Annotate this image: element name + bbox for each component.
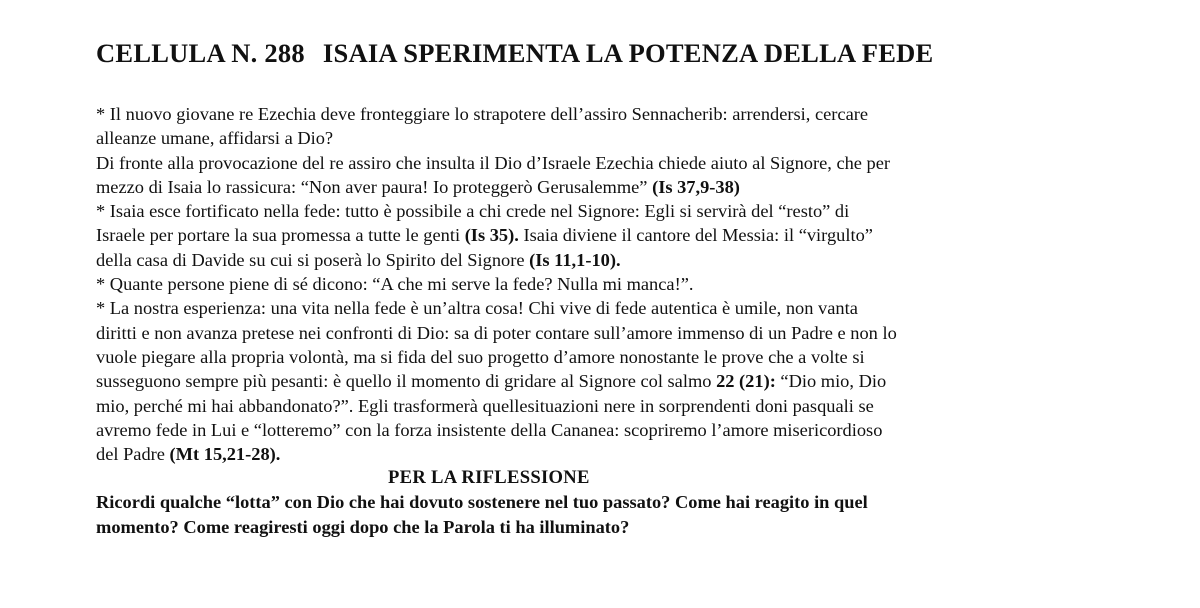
text-segment: avremo fede in Lui e “lotteremo” con la forza insistente della Cananea: scopriremo l’amore misericordioso <box>96 419 883 440</box>
text-segment: mio, perché mi hai abbandonato?”. Egli trasformerà quellesituazioni nere in sorprendenti doni pasquali se <box>96 395 874 416</box>
text-line <box>96 369 1096 393</box>
page-title <box>96 38 1096 68</box>
text-segment: * Isaia esce fortificato nella fede: tutto è possibile a chi crede nel Signore: Egli si servirà del “resto” di <box>96 201 850 222</box>
text-line <box>96 248 1096 272</box>
bible-reference: (Mt 15,21-28). <box>169 444 281 465</box>
text-segment: mezzo di Isaia lo rassicura: “Non aver paura! Io proteggerò Gerusalemme” <box>96 176 653 197</box>
reflection-line: Ricordi qualche “lotta” con Dio che hai dovuto sostenere nel tuo passato? Come hai reagito in quel <box>96 492 868 513</box>
text-segment: Israele per portare la sua promessa a tutte le genti <box>96 225 465 246</box>
reflection-section <box>96 466 1096 539</box>
document-page <box>96 38 1096 539</box>
reflection-heading: PER LA RIFLESSIONE <box>388 467 590 489</box>
paragraph <box>96 151 1096 200</box>
text-line <box>96 394 1096 418</box>
text-line <box>96 321 1096 345</box>
paragraph <box>96 199 1096 272</box>
bible-reference: 22 (21): <box>716 371 776 392</box>
text-line <box>96 175 1096 199</box>
text-segment: Di fronte alla provocazione del re assiro che insulta il Dio d’Israele Ezechia chiede aiuto al Signore, che per <box>96 152 891 173</box>
text-line <box>96 272 1096 296</box>
text-segment: alleanze umane, affidarsi a Dio? <box>96 128 334 149</box>
text-line <box>96 223 1096 247</box>
reflection-question <box>96 490 1096 539</box>
bible-reference: (Is 35). <box>464 225 519 246</box>
text-segment: Isaia diviene il cantore del Messia: il “virgulto” <box>518 225 873 246</box>
reflection-line: momento? Come reagiresti oggi dopo che la Parola ti ha illuminato? <box>96 516 630 537</box>
text-segment: della casa di Davide su cui si poserà lo Spirito del Signore <box>96 249 530 270</box>
cell-title: ISAIA SPERIMENTA LA POTENZA DELLA FEDE <box>322 38 934 68</box>
text-line <box>96 296 1096 320</box>
text-line <box>96 418 1096 442</box>
text-segment: * Quante persone piene di sé dicono: “A che mi serve la fede? Nulla mi manca!”. <box>96 274 694 295</box>
text-segment: * La nostra esperienza: una vita nella fede è un’altra cosa! Chi vive di fede autentica è umile, non vanta <box>96 298 858 319</box>
text-line <box>96 151 1096 175</box>
body-text <box>96 102 1096 466</box>
text-line <box>96 102 1096 126</box>
text-segment: * Il nuovo giovane re Ezechia deve fronteggiare lo strapotere dell’assiro Sennacherib: arrendersi, cercare <box>96 104 869 124</box>
text-segment: vuole piegare alla propria volontà, ma si fida del suo progetto d’amore nonostante le prove che a volte si <box>96 346 865 367</box>
text-line <box>96 199 1096 223</box>
paragraph <box>96 296 1096 466</box>
text-segment: “Dio mio, Dio <box>775 371 887 392</box>
text-segment: susseguono sempre più pesanti: è quello il momento di gridare al Signore col salmo <box>96 371 717 392</box>
text-segment: diritti e non avanza pretese nei confronti di Dio: sa di poter contare sull’amore immenso di un Padre e non lo <box>96 322 897 343</box>
text-line <box>96 442 1096 466</box>
bible-reference: (Is 37,9-38) <box>652 176 740 197</box>
cell-number: CELLULA N. 288 <box>96 38 305 68</box>
bible-reference: (Is 11,1-10). <box>529 249 621 270</box>
text-line <box>96 345 1096 369</box>
text-line <box>96 126 1096 150</box>
paragraph <box>96 272 1096 296</box>
paragraph <box>96 102 1096 151</box>
text-segment: del Padre <box>96 444 170 465</box>
